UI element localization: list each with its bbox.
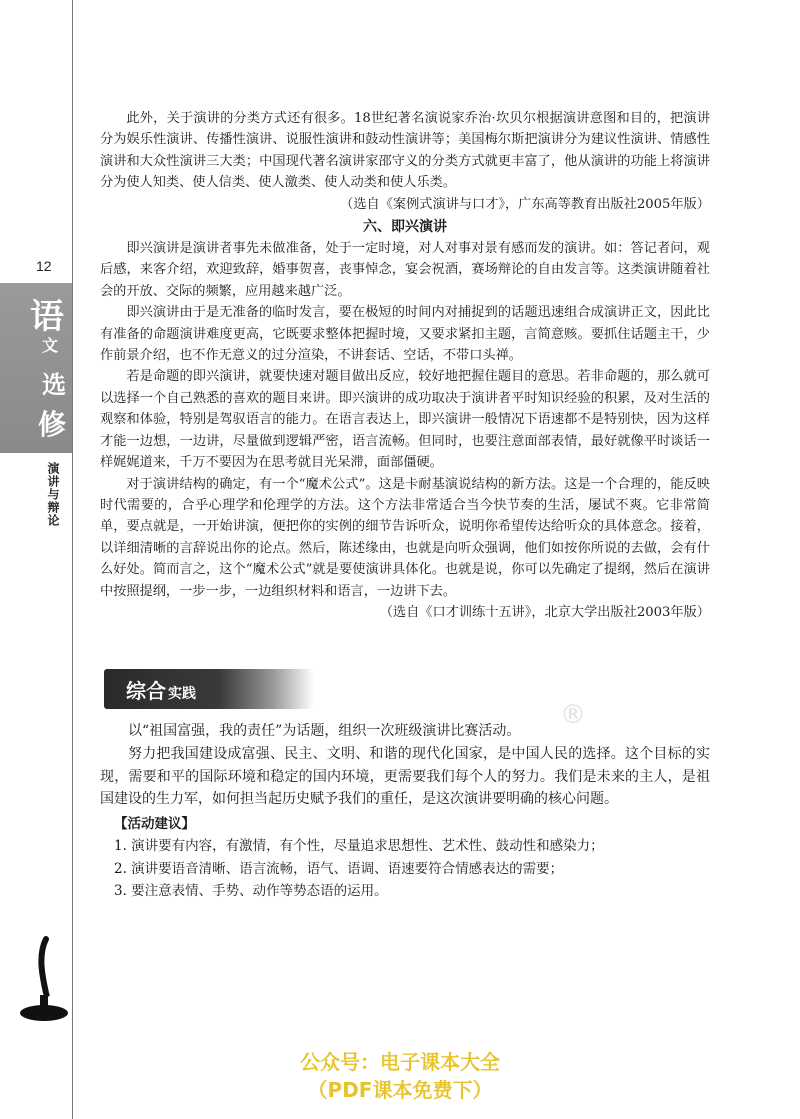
practice-paragraph: 以“祖国富强，我的责任”为话题，组织一次班级演讲比赛活动。 — [128, 723, 521, 739]
practice-paragraph: 努力把我国建设成富强、民主、文明、和谐的现代化国家，是中国人民的选择。这个目标的实现，需要和平的国际环境和稳定的国内环境，更需要我们每个人的努力。我们是未来的主人，是祖国建设的生力军，如何担当起历史赋予我们的重任，是这次演讲要明确的核心问题。 — [100, 745, 710, 808]
side-tab-char: 文 — [42, 336, 59, 355]
side-tab-char: 修 — [38, 408, 67, 441]
body-paragraph: 对于演讲结构的确定，有一个“魔术公式”。这是卡耐基演说结构的新方法。这是一个合理的，能反映时代需要的，合乎心理学和伦理学的方法。这个方法非常适合当今快节奏的生活，屡试不爽。它非常简单，要点就是，一开始讲演，便把你的实例的细节告诉听众，说明你希望传达给听众的具体意念。接着，以详细清晰的言辞说出你的论点。然后，陈述缘由，也就是向听众强调，他们如按你所说的去做，会有什么好处。简而言之，这个“魔术公式”就是要使演讲具体化。也就是说，你可以先确定了提纲，然后在演讲中按照提纲，一步一步，一边组织材料和语言，一边讲下去。 — [100, 476, 710, 599]
microphone-icon — [16, 935, 72, 1025]
margin-line — [72, 0, 73, 1119]
suggestion-item: 1. 演讲要有内容，有激情，有个性，尽量追求思想性、艺术性、鼓动性和感染力； — [114, 838, 604, 855]
page-number: 12 — [36, 258, 52, 274]
suggestion-header: 【活动建议】 — [114, 816, 195, 833]
practice-banner — [104, 669, 314, 709]
banner-main-text: 综合 — [126, 679, 166, 703]
side-book-title: 演讲与辩论 — [46, 462, 60, 527]
source-citation: （选自《口才训练十五讲》，北京大学出版社2003年版） — [379, 604, 710, 620]
side-tab — [0, 283, 72, 453]
suggestion-item: 2. 演讲要语音清晰、语言流畅，语气、语调、语速要符合情感表达的需要； — [114, 860, 564, 877]
body-paragraph: 即兴演讲由于是无准备的临时发言，要在极短的时间内对捕捉到的话题迅速组合成演讲正文，因此比有准备的命题演讲难度更高，它既要求整体把握时境，又要求紧扣主题，言简意赅。要抓住话题主干，少作前景介绍，也不作无意义的过分渲染，不讲套话、空话，不带口头禅。 — [100, 305, 710, 364]
main-content — [100, 108, 710, 623]
intro-paragraph: 此外，关于演讲的分类方式还有很多。18世纪著名演说家乔治·坎贝尔根据演讲意图和目的，把演讲分为娱乐性演讲、传播性演讲、说服性演讲和鼓动性演讲等；美国梅尔斯把演讲分为建议性演讲、情感性演讲和大众性演讲三大类；中国现代著名演讲家邵守义的分类方式就更丰富了，他从演讲的功能上将演讲分为使人知类、使人信类、使人激类、使人动类和使人乐类。 — [100, 111, 710, 191]
banner-sub-text: 实践 — [168, 686, 196, 702]
source-citation: （选自《案例式演讲与口才》，广东高等教育出版社2005年版） — [340, 196, 710, 212]
section-title: 六、即兴演讲 — [363, 219, 447, 236]
registered-mark: ® — [560, 700, 586, 730]
suggestion-item: 3. 要注意表情、手势、动作等势态语的运用。 — [114, 883, 388, 900]
body-paragraph: 若是命题的即兴演讲，就要快速对题目做出反应，较好地把握住题目的意思。若非命题的，那么就可以选择一个自己熟悉的喜欢的题目来讲。即兴演讲的成功取决于演讲者平时知识经验的积累，及对生活的观察和体验，特别是驾驭语言的能力。在语言表达上，即兴演讲一般情况下语速都不是特别快，因为这样才能一边想，一边讲，尽量做到逻辑严密，语言流畅。但同时，也要注意面部表情，最好就像平时谈话一样娓娓道来，千万不要因为在思考就目光呆滞，面部僵硬。 — [100, 369, 710, 471]
practice-banner-title — [126, 675, 196, 704]
footer-line-1: 公众号：电子课本大全 — [300, 1050, 500, 1074]
footer-line-2: （PDF课本免费下） — [307, 1078, 493, 1102]
practice-content — [100, 720, 710, 903]
body-paragraph: 即兴演讲是演讲者事先未做准备，处于一定时境，对人对事对景有感而发的演讲。如：答记者问，观后感，来客介绍，欢迎致辞，婚事贺喜，丧事悼念，宴会祝酒，赛场辩论的自由发言等。这类演讲随着社会的开放、交际的频繁，应用越来越广泛。 — [100, 241, 710, 299]
side-tab-char: 语 — [30, 297, 64, 337]
side-tab-char: 选 — [42, 370, 66, 399]
